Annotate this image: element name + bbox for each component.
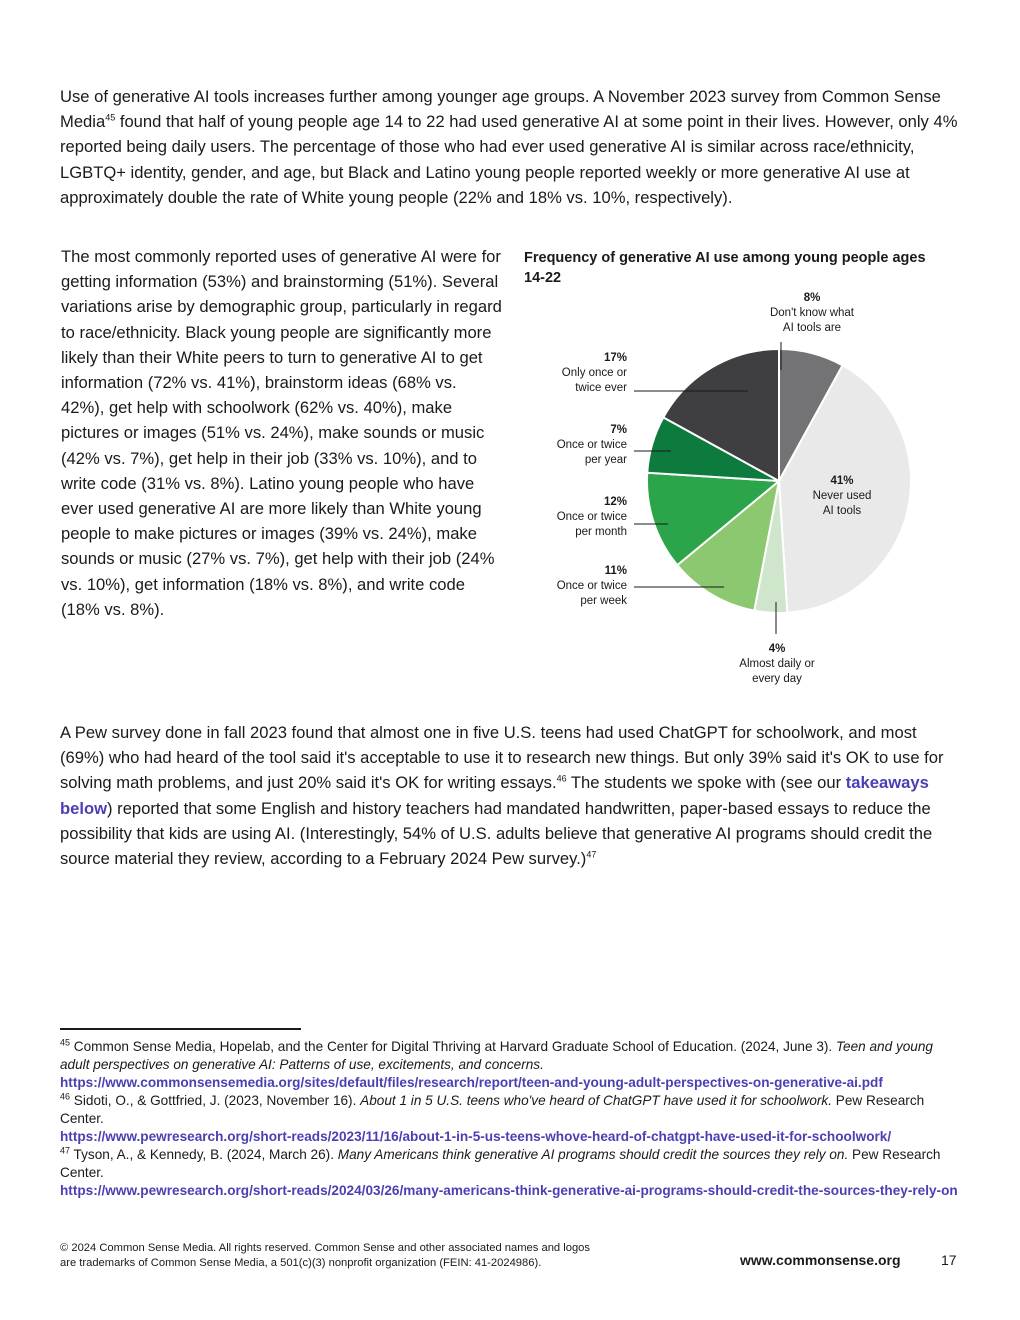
footnote-46-link[interactable]: https://www.pewresearch.org/short-reads/2023/11/16/about-1-in-5-us-teens-whove-heard-of-chatgpt-have-used-it-for-schoolwork/	[60, 1129, 892, 1144]
slice-label-line: twice ever	[575, 382, 627, 394]
slice-label-line: Once or twice	[556, 580, 627, 592]
copyright-notice: © 2024 Common Sense Media. All rights reserved. Common Sense and other associated names and logos are trademarks of Common Sense Media, a 501(c)(3) nonprofit organization (FEIN: 41-2024986).	[60, 1242, 590, 1269]
slice-label-line: Almost daily or	[739, 658, 815, 670]
slice-percent: 4%	[768, 643, 786, 655]
footnote-46: $^{46}$ Sidoti, O., & Gottfried, J. (2023, November 16). About 1 in 5 U.S. teens who've heard of ChatGPT have used it for schoolwork. Pew Research Center. https://www.pewresearch.org/short-reads/2023/11/16/about-1-in-5-us-teens-whove-heard-of-chatgpt-have-used-it-for-schoolwork/	[60, 1092, 965, 1146]
site-url[interactable]: www.commonsense.org	[740, 1252, 901, 1268]
slice-percent: 17%	[603, 352, 627, 364]
slice-label	[557, 424, 627, 466]
footnote-47: $^{47}$ Tyson, A., & Kennedy, B. (2024, March 26). Many Americans think generative AI programs should credit the sources they rely on. Pew Research Center. https://www.pewresearch.org/short-reads/2024/03/26/many-americans-think-generative-ai-programs-should-credit-the-sources-they-rely-on	[60, 1146, 965, 1200]
slice-label-line: per year	[584, 454, 627, 466]
footnotes	[60, 1038, 965, 1200]
slice-label-line: every day	[752, 673, 802, 685]
slice-percent: 7%	[610, 424, 627, 436]
slice-label-line: AI tools are	[782, 322, 842, 334]
pew-paragraph: A Pew survey done in fall 2023 found that almost one in five U.S. teens had used ChatGPT for schoolwork, and most (69%) who had heard of the tool said it's acceptable to use it to research new things. But only 39% said it's OK to use for solving math problems, and just 20% said it's OK for writing essays.$^{46}$ The students we spoke with (see our takeaways below) reported that some English and history teachers had mandated handwritten, paper-based essays to reduce the possibility that kids are using AI. (Interestingly, 54% of U.S. adults believe that generative AI programs should credit the source material they review, according to a February 2024 Pew survey.)$^{47}$	[60, 723, 944, 869]
takeaways-link[interactable]: takeaways below	[60, 773, 929, 818]
slice-percent: 12%	[603, 496, 627, 508]
footnote-45-link[interactable]: https://www.commonsensemedia.org/sites/default/files/research/report/teen-and-young-adult-perspectives-on-generative-ai.pdf	[60, 1075, 883, 1090]
slice-percent: 11%	[604, 565, 627, 577]
footnote-ref-46[interactable]: 46	[556, 773, 567, 784]
footnote-45: $^{45}$ Common Sense Media, Hopelab, and the Center for Digital Thriving at Harvard Graduate School of Education. (2024, June 3). Teen and young adult perspectives on generative AI: Patterns of use, excitements, and concerns. https://www.commonsensemedia.org/sites/default/files/research/report/teen-and-young-adult-perspectives-on-generative-ai.pdf	[60, 1038, 965, 1092]
slice-label-line: Only once or	[561, 367, 627, 379]
slice-percent: 41%	[830, 475, 854, 487]
pie-chart-figure	[516, 244, 956, 694]
slice-label-line: Don't know what	[769, 307, 855, 319]
footnote-ref-47[interactable]: 47	[586, 849, 597, 860]
pie-chart	[516, 244, 956, 694]
slice-label-line: Once or twice	[556, 511, 627, 523]
slice-label-line: AI tools	[822, 505, 862, 517]
slice-label-line: Never used	[812, 490, 872, 502]
slice-label	[562, 352, 627, 394]
slice-label-line: per week	[580, 595, 627, 607]
footnote-47-link[interactable]: https://www.pewresearch.org/short-reads/2024/03/26/many-americans-think-generative-ai-programs-should-credit-the-sources-they-rely-on	[60, 1183, 958, 1198]
footnote-ref-45[interactable]: 45	[105, 112, 116, 123]
footnote-divider	[60, 1028, 301, 1030]
slice-label	[557, 496, 627, 538]
slice-label-line: Once or twice	[556, 439, 627, 451]
slice-label-line: per month	[575, 526, 627, 538]
slice-label	[739, 643, 815, 685]
page-number: 17	[941, 1252, 957, 1268]
slice-label	[557, 565, 628, 607]
slice-label	[770, 292, 855, 334]
slice-percent: 8%	[803, 292, 821, 304]
chart-title: Frequency of generative AI use among young people ages 14-22	[524, 250, 926, 286]
intro-paragraph: Use of generative AI tools increases further among younger age groups. A November 2023 survey from Common Sense Media$^{45}$ found that half of young people age 14 to 22 had used generative AI at some point in their lives. However, only 4% reported being daily users. The percentage of those who had ever used generative AI is similar across race/ethnicity, LGBTQ+ identity, gender, and age, but Black and Latino young people reported weekly or more generative AI use at approximately double the rate of White young people (22% and 18% vs. 10%, respectively).	[60, 87, 958, 207]
uses-paragraph: The most commonly reported uses of generative AI were for getting information (53%) and brainstorming (51%). Several variations arise by demographic group, particularly in regard to race/ethnicity. Black young people are significantly more likely than their White peers to turn to generative AI to get information (72% vs. 41%), brainstorm ideas (68% vs. 42%), get help with schoolwork (62% vs. 40%), make pictures or images (51% vs. 24%), make sounds or music (42% vs. 7%), get help in their job (33% vs. 10%), and to write code (31% vs. 8%). Latino young people who have ever used generative AI are more likely than White young people to make pictures or images (39% vs. 24%), make sounds or music (27% vs. 7%), get help with their job (24% vs. 10%), get information (18% vs. 8%), and write code (18% vs. 8%).	[61, 247, 502, 619]
